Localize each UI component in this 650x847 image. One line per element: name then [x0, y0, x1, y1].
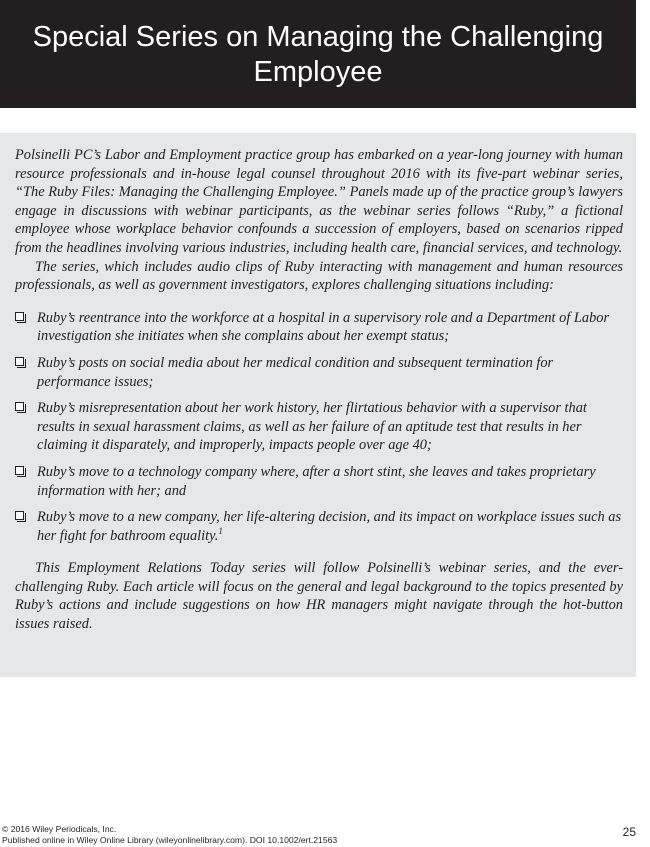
- list-item: [15, 463, 623, 500]
- footnote-marker[interactable]: 1: [218, 525, 223, 536]
- intro-paragraph-2: The series, which includes audio clips of Ruby interacting with management and human resources professionals, as well as government investigators, explores challenging situations including:: [15, 258, 623, 294]
- checkbox-bullet-icon: [15, 312, 24, 321]
- list-item: [15, 354, 623, 391]
- checkbox-bullet-icon: [15, 466, 24, 475]
- checkbox-bullet-icon: [15, 402, 24, 411]
- publication-info: Published online in Wiley Online Library (wileyonlinelibrary.com). DOI 10.1002/ert.21563: [2, 834, 338, 845]
- checkbox-bullet-icon: [15, 357, 24, 366]
- list-item-text: Ruby’s posts on social media about her medical condition and subsequent termination for performance issues;: [37, 354, 554, 390]
- copyright-text: © 2016 Wiley Periodicals, Inc.: [2, 824, 117, 834]
- list-item: [15, 309, 623, 346]
- page-number: 25: [622, 825, 636, 839]
- title-line-2: Employee: [253, 56, 383, 88]
- intro-box: [0, 133, 636, 677]
- bullet-list: [15, 309, 623, 546]
- list-item-text: Ruby’s move to a new company, her life-altering decision, and its impact on workplace issues such as her fight for bathroom equality.: [37, 509, 622, 544]
- intro-paragraph-3: This Employment Relations Today series will follow Polsinelli’s webinar series, and the ever-challenging Ruby. Each article will focus on the general and legal background to the topics presented by Ruby’s actions and include suggestions on how HR managers might navigate through the hot-button issues raised.: [15, 560, 623, 633]
- intro-paragraph-1: Polsinelli PC’s Labor and Employment practice group has embarked on a year-long journey with human resource professionals and in-house legal counsel throughout 2016 with its five-part webinar series, “The Ruby Files: Managing the Challenging Employee.” Panels made up of the practice group’s lawyers engage in discussions with webinar participants, as the webinar series follows “Ruby,” a fictional employee whose workplace behavior confounds a succession of employers, based on scenarios ripped from the headlines involving various industries, including health care, financial services, and technology.: [15, 147, 623, 256]
- page-footer: [2, 824, 337, 845]
- list-item-text: Ruby’s move to a technology company where, after a short stint, she leaves and takes proprietary information with her; and: [37, 463, 596, 499]
- list-item: [15, 399, 623, 455]
- list-item-text: Ruby’s reentrance into the workforce at a hospital in a supervisory role and a Department of Labor investigation she initiates when she complains about her exempt status;: [37, 309, 610, 345]
- page-title: [0, 0, 636, 108]
- list-item-text: Ruby’s misrepresentation about her work history, her flirtatious behavior with a supervisor that results in sexual harassment claims, as well as her failure of an aptitude test that results in her claiming it disparately, and improperly, impacts people over age 40;: [37, 400, 587, 454]
- checkbox-bullet-icon: [15, 511, 24, 520]
- title-line-1: Special Series on Managing the Challenging: [32, 21, 604, 53]
- list-item: [15, 508, 623, 545]
